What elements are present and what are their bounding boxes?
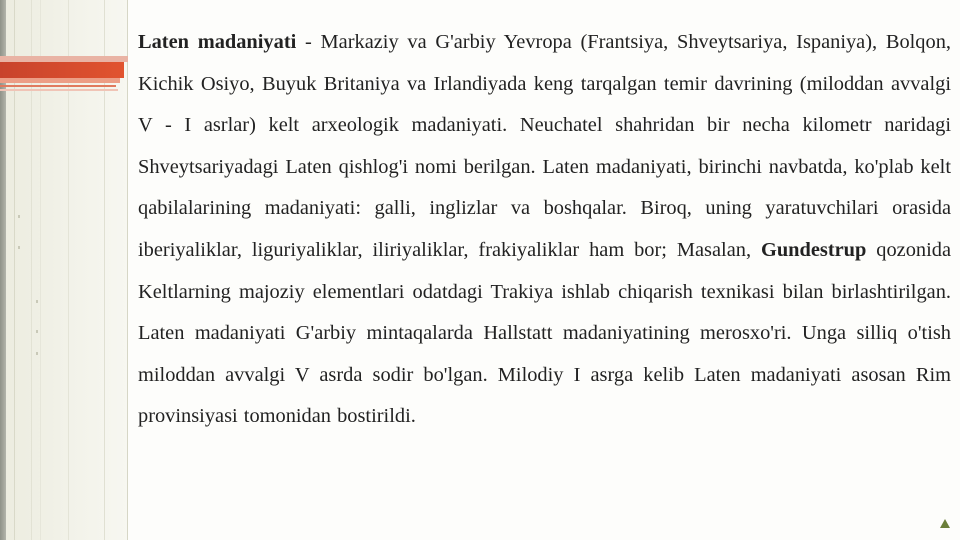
panel-line xyxy=(127,0,128,540)
panel-line xyxy=(14,0,15,540)
highlight-term: Gundestrup xyxy=(760,238,867,261)
decorative-side-panel xyxy=(0,0,128,540)
panel-tick xyxy=(36,330,38,333)
panel-line xyxy=(104,0,105,540)
panel-line xyxy=(68,0,69,540)
body-paragraph xyxy=(138,22,951,438)
panel-tick xyxy=(36,352,38,355)
panel-tick xyxy=(36,300,38,303)
continuation-text: qozonida Keltlarning majoziy elementlari odatdagi Trakiya ishlab chiqarish texnikasi bilan birlashtirilgan. Laten madaniyati G'arbiy mintaqalarda Hallstatt madaniyatining merosxo'ri. Unga silliq o'tish miloddan avvalgi V asrda sodir bo'lgan. Milodiy I asrga kelib Laten madaniyati asosan Rim provinsiyasi tomonidan bostirildi. xyxy=(138,238,951,428)
triangle-up-icon[interactable] xyxy=(940,519,950,528)
panel-edge xyxy=(0,0,6,540)
definition-text: - Markaziy va G'arbiy Yevropa (Frantsiya, Shveytsariya, Ispaniya), Bolqon, Kichik Osiyo, Buyuk Britaniya va Irlandiyada keng tarqalgan temir davrining (miloddan avvalgi V - I asrlar) kelt arxeologik madaniyati. Neuchatel shahridan bir necha kilometr naridagi Shveytsariyadagi Laten qishlog'i nomi berilgan. Laten madaniyati, birinchi navbatda, ko'plab kelt qabilalarining madaniyati: galli, inglizlar va boshqalar. Biroq, uning yaratuvchilari orasida iberiyaliklar, liguriyaliklar, iliriyaliklar, frakiyaliklar ham bor; Masalan, xyxy=(138,31,951,261)
panel-line xyxy=(40,0,41,540)
term-heading: Laten madaniyati xyxy=(138,31,297,53)
panel-tick xyxy=(18,246,20,249)
panel-tick xyxy=(18,215,20,218)
panel-line xyxy=(31,0,32,540)
